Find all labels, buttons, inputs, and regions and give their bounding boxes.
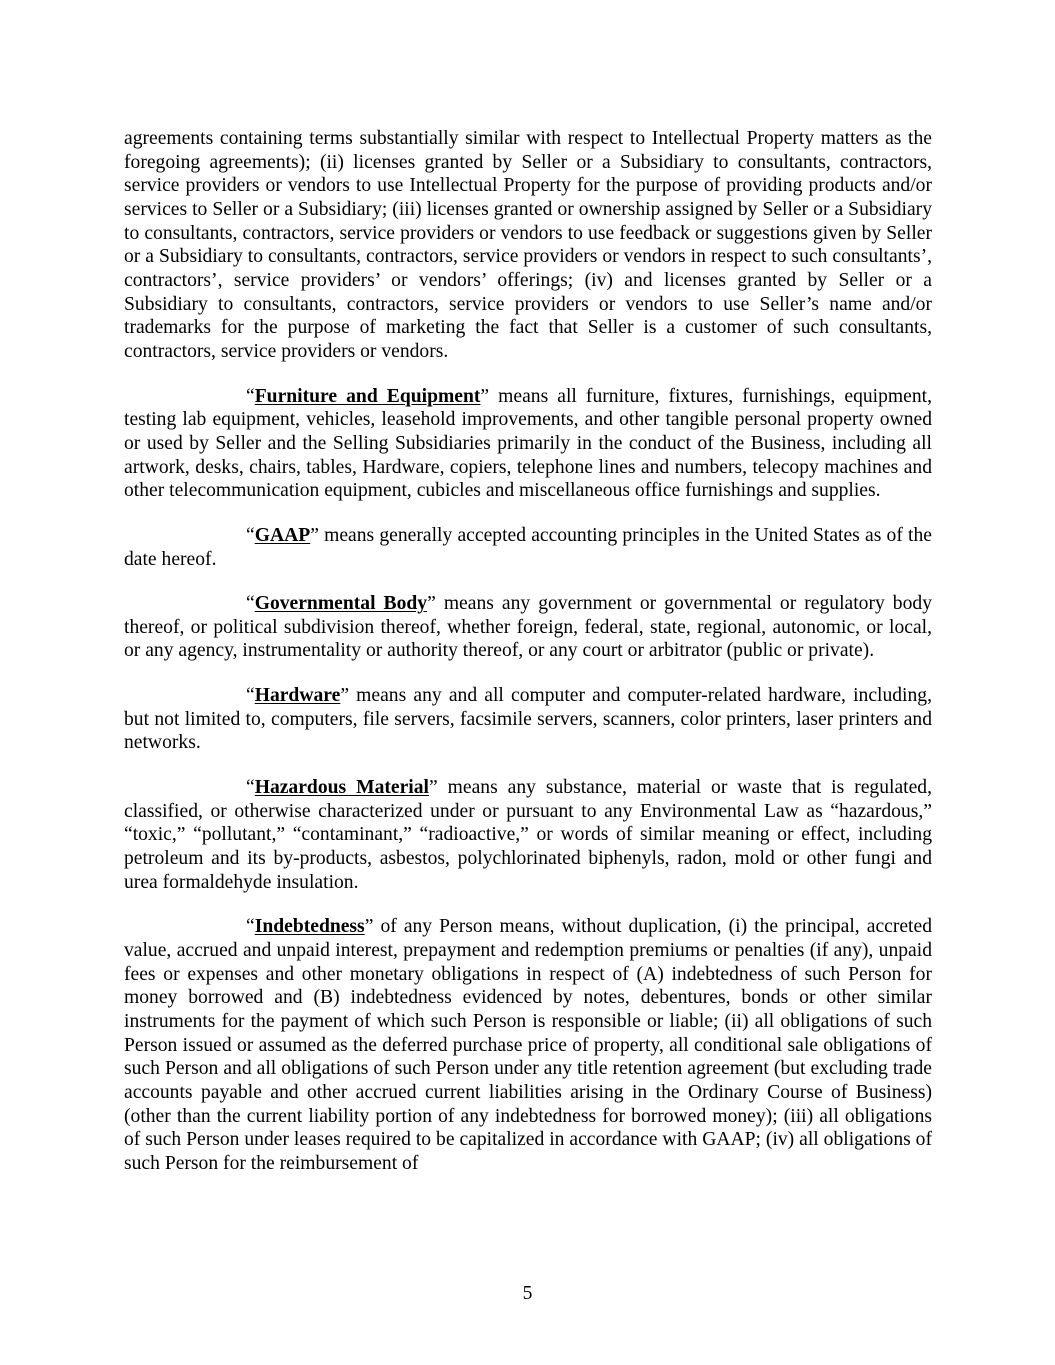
- definition-text: ” means all furniture, fixtures, furnishings, equipment, testing lab equipment, vehicles, leasehold improvements, and other tangible personal property owned or used by Seller and the Selling Subsidiaries primarily in the conduct of the Business, including all artwork, desks, chairs, tables, Hardware, copiers, telephone lines and numbers, telecopy machines and other telecommunication equipment, cubicles and miscellaneous office furnishings and supplies.: [124, 385, 932, 502]
- defined-term: Hardware: [254, 685, 341, 707]
- open-quote: “: [246, 777, 255, 799]
- definition-text: ” means generally accepted accounting principles in the United States as of the date hereof.: [124, 524, 932, 570]
- definition-governmental-body: [124, 592, 932, 663]
- open-quote: “: [246, 916, 255, 938]
- document-body: [124, 127, 932, 1197]
- definition-text: ” of any Person means, without duplication, (i) the principal, accreted value, accrued and unpaid interest, prepayment and redemption premiums or penalties (if any), unpaid fees or expenses and other monetary obligations in respect of (A) indebtedness of such Person for money borrowed and (B) indebtedness evidenced by notes, debentures, bonds or other similar instruments for the payment of which such Person is responsible or liable; (ii) all obligations of such Person issued or assumed as the deferred purchase price of property, all conditional sale obligations of such Person and all obligations of such Person under any title retention agreement (but excluding trade accounts payable and other accrued current liabilities arising in the Ordinary Course of Business) (other than the current liability portion of any indebtedness for borrowed money); (iii) all obligations of such Person under leases required to be capitalized in accordance with GAAP; (iv) all obligations of such Person for the reimbursement of: [124, 916, 932, 1174]
- open-quote: “: [246, 685, 255, 707]
- defined-term: Hazardous Material: [254, 777, 429, 799]
- defined-term: Indebtedness: [254, 916, 365, 938]
- definition-hardware: [124, 684, 932, 755]
- page-number: 5: [522, 1283, 533, 1304]
- definition-text: ” means any and all computer and computer-related hardware, including, but not limited to, computers, file servers, facsimile servers, scanners, color printers, laser printers and networks.: [124, 685, 932, 754]
- open-quote: “: [246, 593, 255, 615]
- defined-term: Governmental Body: [254, 593, 428, 615]
- definition-indebtedness: [124, 915, 932, 1175]
- definition-furniture-and-equipment: [124, 385, 932, 503]
- definition-text: ” means any government or governmental or regulatory body thereof, or political subdivision thereof, whether foreign, federal, state, regional, autonomic, or local, or any agency, instrumentality or authority thereof, or any court or arbitrator (public or private).: [124, 593, 932, 662]
- defined-term: Furniture and Equipment: [254, 385, 481, 407]
- open-quote: “: [246, 524, 255, 546]
- definition-gaap: [124, 524, 932, 571]
- definition-hazardous-material: [124, 776, 932, 894]
- continuation-paragraph: agreements containing terms substantially similar with respect to Intellectual Property matters as the foregoing agreements); (ii) licenses granted by Seller or a Subsidiary to consultants, contractors, service providers or vendors to use Intellectual Property for the purpose of providing products and/or services to Seller or a Subsidiary; (iii) licenses granted or ownership assigned by Seller or a Subsidiary to consultants, contractors, service providers or vendors to use feedback or suggestions given by Seller or a Subsidiary to consultants, contractors, service providers or vendors in respect to such consultants’, contractors’, service providers’ or vendors’ offerings; (iv) and licenses granted by Seller or a Subsidiary to consultants, contractors, service providers or vendors to use Seller’s name and/or trademarks for the purpose of marketing the fact that Seller is a customer of such consultants, contractors, service providers or vendors.: [124, 128, 932, 362]
- defined-term: GAAP: [254, 524, 311, 546]
- open-quote: “: [246, 385, 255, 407]
- definition-text: ” means any substance, material or waste that is regulated, classified, or otherwise characterized under or pursuant to any Environmental Law as “hazardous,” “toxic,” “pollutant,” “contaminant,” “radioactive,” or words of similar meaning or effect, including petroleum and its by-products, asbestos, polychlorinated biphenyls, radon, mold or other fungi and urea formaldehyde insulation.: [124, 777, 932, 893]
